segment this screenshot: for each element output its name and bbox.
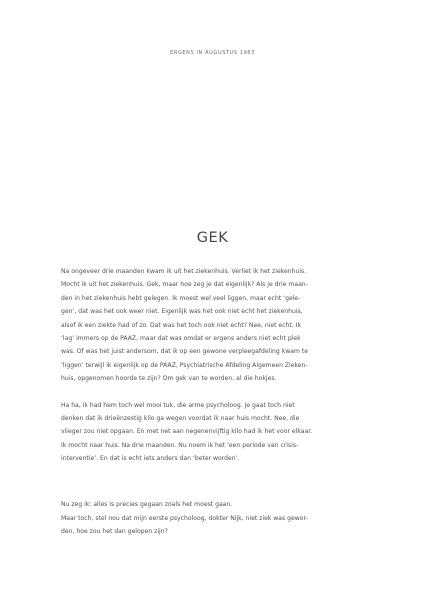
text-line: Nu zeg ik: alles is precies gegaan zoals het moest gaan. [61,501,233,509]
text-line: interventie’. En dat is echt iets anders dan ‘beter worden’. [61,455,240,463]
text-line: den in het ziekenhuis hebt gelegen. Ik moest wel veel liggen, maar echt ‘gele- [61,294,301,302]
chapter-title: GEK [196,230,229,246]
text-line: Ha ha, ik had hem toch wel mooi tuk, die arme psycholoog. Je gaat toch niet [61,401,295,409]
text-line: ‘liggen’ terwijl ik eigenlijk op de PAAZ, Psychiatrische Afdeling Algemeen Zieken- [61,361,308,369]
paragraph-2 [61,399,367,466]
text-line: Mocht ik uit het ziekenhuis. Gek, maar hoe zeg je dat eigenlijk? Als je drie maan- [61,281,308,289]
paragraph-3 [61,498,367,538]
running-header: ERGENS IN AUGUSTUS 1983 [170,50,255,56]
text-line: ‘lag’ immers op de PAAZ, maar dat was omdat er ergens anders niet echt plek [61,334,301,342]
text-line: denken dat ik drieënzestig kilo ga wegen voordat ik naar huis mocht. Nee, die [61,414,300,422]
text-line: huis, opgenomen hoorde te zijn? Om gek van te worden, al die hokjes. [61,375,277,383]
text-line: Maar toch, stel nou dat mijn eerste psycholoog, dokter Nijk, niet ziek was gewor- [61,514,308,522]
text-line: Na ongeveer drie maanden kwam ik uit het ziekenhuis. Verliet ik het ziekenhuis. [61,268,307,275]
paragraph-spacer [61,386,367,399]
text-line: alsof ik een ziekte had of zo. Dat was het toch ook niet echt? Nee, niet echt. Ik [61,321,301,329]
chapter-body [61,265,367,539]
paragraph-1 [61,265,367,386]
text-line: was. Of was het juist andersom, dat ik op een gewone verpleegafdeling kwam te [61,348,308,356]
text-line: vlieger zou niet opgaan. En met net aan negenenvijftig kilo had ik het voor elkaar. [61,428,313,436]
section-spacer [61,465,367,498]
text-line: den, hoe zou het dan gelopen zijn? [61,528,168,536]
text-line: Ik mocht naar huis. Na drie maanden. Nu noem ik het ‘een periode van crisis- [61,441,299,449]
text-line: gen’, dat was het ook weer niet. Eigenlijk was het ook niet echt het ziekenhuis, [61,308,303,316]
